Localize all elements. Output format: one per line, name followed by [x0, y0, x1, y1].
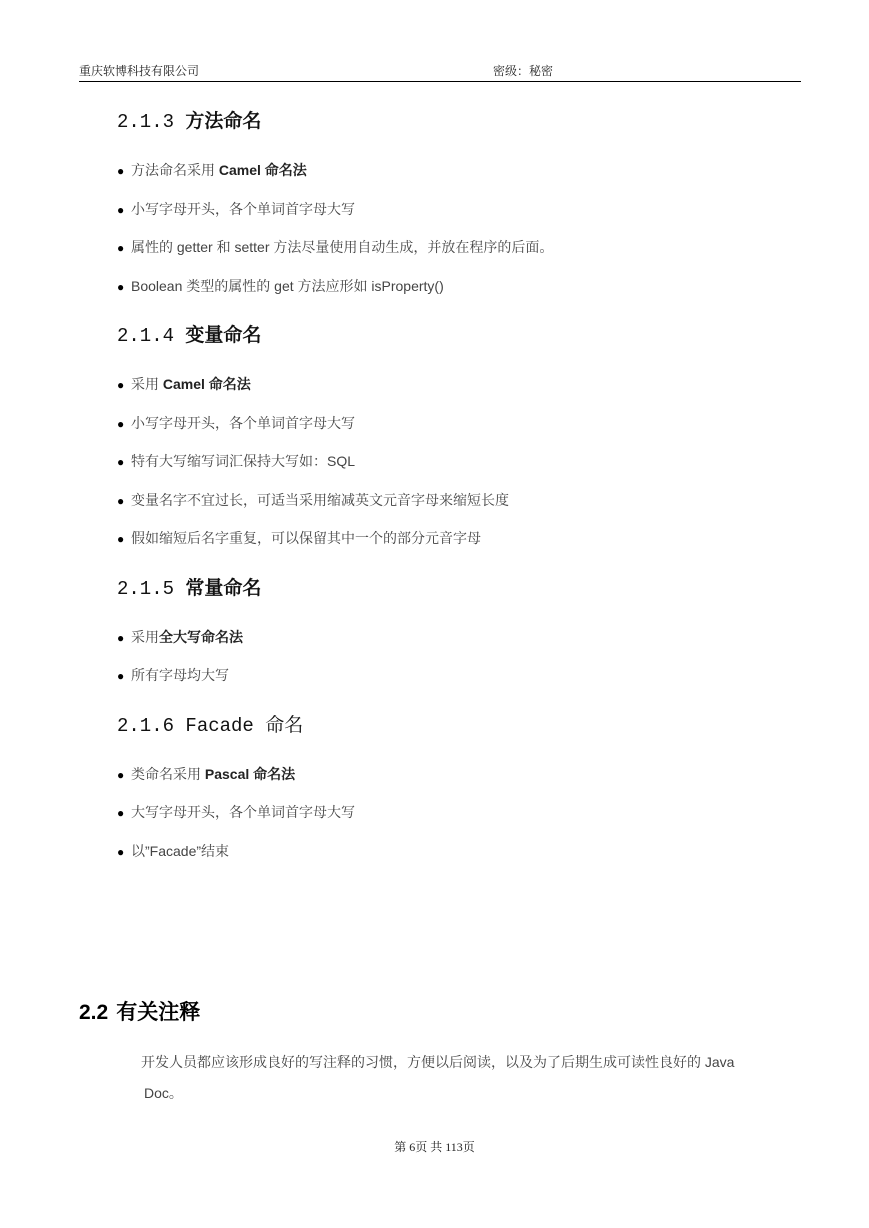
heading-number: 2.1.5 — [117, 578, 175, 600]
bullet-icon: ● — [117, 378, 125, 392]
list-item: ● 大写字母开头，各个单词首字母大写 — [117, 804, 355, 820]
list-item: ● 特有大写缩写词汇保持大写如：SQL — [117, 453, 356, 469]
list-item: ● 以”Facade”结束 — [117, 843, 230, 859]
page-header — [79, 62, 801, 82]
bullet-icon: ● — [117, 280, 125, 294]
list-item: ● 采用 Camel 命名法 — [117, 376, 251, 392]
bullet-icon: ● — [117, 455, 125, 469]
list-item: ● 方法命名采用 Camel 命名法 — [117, 162, 307, 178]
list-item: ● 所有字母均大写 — [117, 667, 229, 683]
bullet-icon: ● — [117, 532, 125, 546]
heading-number: 2.1.3 — [117, 111, 175, 133]
heading-title: 常量命名 — [185, 577, 262, 599]
company-name: 重庆软博科技有限公司 — [79, 64, 200, 78]
heading-2-1-6 — [117, 710, 303, 737]
bullet-icon: ● — [117, 631, 125, 645]
list-item: ● 小写字母开头，各个单词首字母大写 — [117, 201, 355, 217]
secrecy-level: 密级：秘密 — [493, 64, 554, 78]
list-item: ● 变量名字不宜过长，可适当采用缩减英文元音字母来缩短长度 — [117, 492, 509, 508]
bullet-icon: ● — [117, 845, 125, 859]
heading-title: 有关注释 — [116, 1001, 201, 1024]
bullet-icon: ● — [117, 203, 125, 217]
bullet-icon: ● — [117, 806, 125, 820]
heading-2-1-3 — [117, 106, 261, 133]
list-item: ● 假如缩短后名字重复，可以保留其中一个的部分元音字母 — [117, 530, 481, 546]
bullet-icon: ● — [117, 164, 125, 178]
heading-2-1-5 — [117, 573, 261, 600]
list-item: ● 采用全大写命名法 — [117, 629, 243, 645]
bullet-icon: ● — [117, 768, 125, 782]
heading-number: 2.2 — [79, 1001, 109, 1024]
heading-number: 2.1.6 — [117, 715, 175, 737]
heading-number: 2.1.4 — [117, 325, 175, 347]
heading-title: Facade 命名 — [185, 715, 304, 737]
bullet-icon: ● — [117, 241, 125, 255]
paragraph — [141, 1047, 801, 1109]
bullet-icon: ● — [117, 494, 125, 508]
page-footer: 第 6页 共 113页 — [394, 1140, 475, 1154]
bullet-icon: ● — [117, 417, 125, 431]
list-item: ● Boolean 类型的属性的 get 方法应形如 isProperty() — [117, 278, 444, 294]
list-item: ● 小写字母开头，各个单词首字母大写 — [117, 415, 355, 431]
bullet-icon: ● — [117, 669, 125, 683]
heading-2-2 — [79, 996, 200, 1026]
heading-2-1-4 — [117, 320, 261, 347]
paragraph-line: 开发人员都应该形成良好的写注释的习惯，方便以后阅读，以及为了后期生成可读性良好的 Java — [141, 1054, 735, 1070]
heading-title: 方法命名 — [185, 110, 262, 132]
list-item: ● 类命名采用 Pascal 命名法 — [117, 766, 296, 782]
list-item: ● 属性的 getter 和 setter 方法尽量使用自动生成，并放在程序的后面。 — [117, 239, 554, 255]
heading-title: 变量命名 — [185, 324, 262, 346]
paragraph-line: Doc。 — [144, 1085, 183, 1101]
